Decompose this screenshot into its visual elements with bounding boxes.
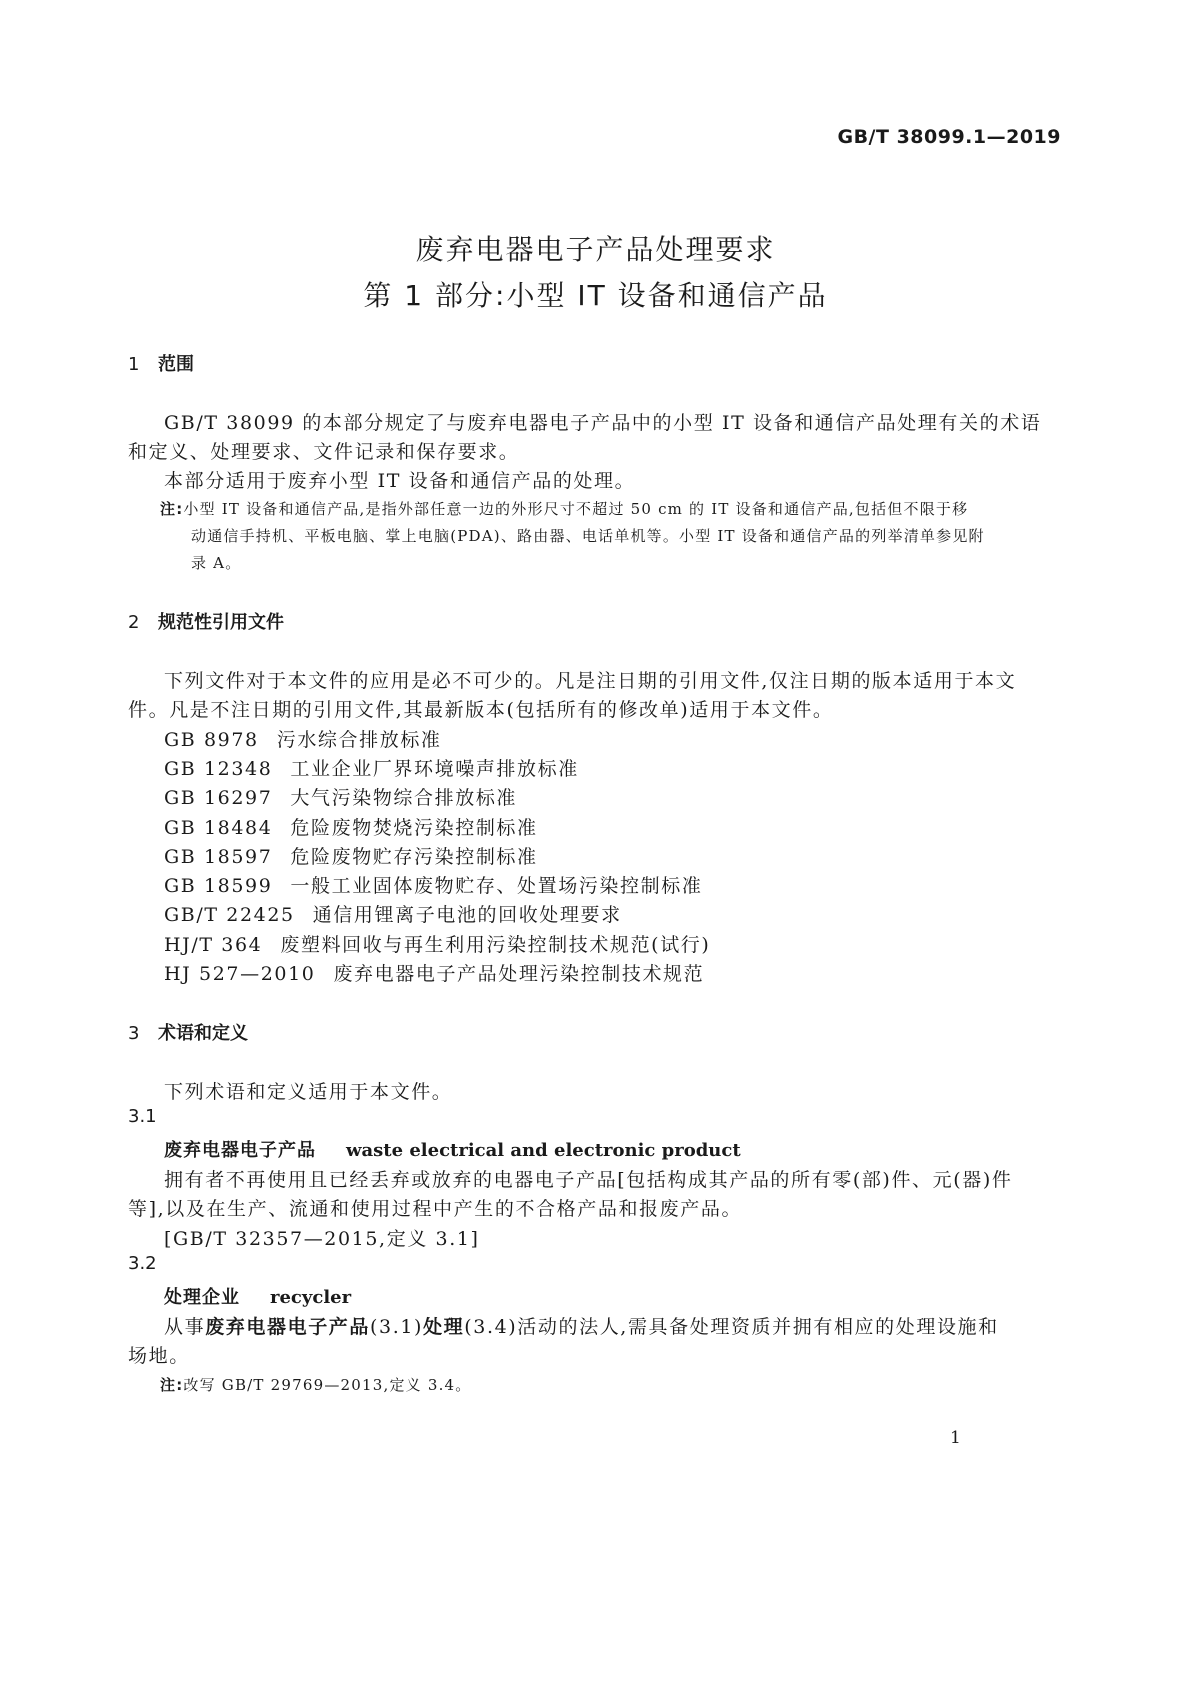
reference-code: HJ 527—2010 bbox=[164, 963, 316, 985]
reference-code: GB 16297 bbox=[164, 787, 273, 809]
cross-reference-number: (3.1) bbox=[370, 1316, 424, 1338]
reference-code: HJ/T 364 bbox=[164, 934, 263, 956]
section-1-heading bbox=[128, 350, 194, 376]
definition-text: 从事 bbox=[164, 1316, 206, 1338]
scope-applicability: 本部分适用于废弃小型 IT 设备和通信产品的处理。 bbox=[164, 470, 636, 492]
term-chinese: 废弃电器电子产品 bbox=[164, 1140, 316, 1161]
section-number: 2 bbox=[128, 612, 140, 633]
term-number: 3.2 bbox=[128, 1253, 157, 1274]
reference-title: 危险废物贮存污染控制标准 bbox=[290, 846, 538, 868]
reference-title: 工业企业厂界环境噪声排放标准 bbox=[290, 758, 579, 780]
reference-code: GB 18597 bbox=[164, 846, 273, 868]
reference-title: 一般工业固体废物贮存、处置场污染控制标准 bbox=[290, 875, 703, 897]
document-title-line1: 废弃电器电子产品处理要求 bbox=[415, 233, 776, 266]
references-intro-line1: 下列文件对于本文件的应用是必不可少的。凡是注日期的引用文件,仅注日期的版本适用于本文 bbox=[164, 670, 1017, 692]
term-definition-line2: 场地。 bbox=[128, 1345, 190, 1367]
reference-item bbox=[164, 842, 538, 869]
reference-title: 污水综合排放标准 bbox=[276, 729, 442, 751]
reference-title: 废塑料回收与再生利用污染控制技术规范(试行) bbox=[280, 934, 711, 956]
standard-number: GB/T 38099.1—2019 bbox=[837, 126, 1061, 148]
reference-code: GB 8978 bbox=[164, 729, 259, 751]
term-chinese: 处理企业 bbox=[164, 1287, 240, 1308]
reference-title: 大气污染物综合排放标准 bbox=[290, 787, 518, 809]
term-heading bbox=[164, 1283, 351, 1309]
reference-code: GB 12348 bbox=[164, 758, 273, 780]
reference-code: GB/T 22425 bbox=[164, 904, 295, 926]
term-heading bbox=[164, 1136, 741, 1162]
reference-item bbox=[164, 725, 442, 752]
reference-item bbox=[164, 754, 579, 781]
reference-title: 废弃电器电子产品处理污染控制技术规范 bbox=[333, 963, 705, 985]
section-3-heading bbox=[128, 1019, 248, 1045]
term-english: waste electrical and electronic product bbox=[346, 1140, 741, 1161]
references-intro-line2: 件。凡是不注日期的引用文件,其最新版本(包括所有的修改单)适用于本文件。 bbox=[128, 699, 834, 721]
reference-item bbox=[164, 930, 710, 957]
scope-paragraph-line1: GB/T 38099 的本部分规定了与废弃电器电子产品中的小型 IT 设备和通信产品处理有关的术语 bbox=[164, 412, 1042, 434]
reference-code: GB 18599 bbox=[164, 875, 273, 897]
reference-item bbox=[164, 783, 517, 810]
cross-reference-term: 废弃电器电子产品 bbox=[205, 1316, 371, 1338]
document-title-line2: 第 1 部分:小型 IT 设备和通信产品 bbox=[363, 279, 828, 312]
section-title: 范围 bbox=[158, 354, 194, 375]
scope-paragraph-line2: 和定义、处理要求、文件记录和保存要求。 bbox=[128, 441, 520, 463]
section-number: 3 bbox=[128, 1023, 140, 1044]
note-text: 改写 GB/T 29769—2013,定义 3.4。 bbox=[183, 1376, 472, 1394]
term-note bbox=[160, 1374, 472, 1395]
note-label: 注: bbox=[160, 500, 184, 518]
reference-item bbox=[164, 959, 704, 986]
definition-text: (3.4)活动的法人,需具备处理资质并拥有相应的处理设施和 bbox=[464, 1316, 999, 1338]
term-definition-line1: 拥有者不再使用且已经丢弃或放弃的电器电子产品[包括构成其产品的所有零(部)件、元(器)件 bbox=[164, 1169, 1013, 1191]
reference-item bbox=[164, 900, 622, 927]
cross-reference-term: 处理 bbox=[423, 1316, 465, 1338]
term-definition-line2: 等],以及在生产、流通和使用过程中产生的不合格产品和报废产品。 bbox=[128, 1198, 743, 1220]
page-number: 1 bbox=[950, 1428, 961, 1448]
scope-note-line3: 录 A。 bbox=[191, 554, 242, 572]
terms-intro: 下列术语和定义适用于本文件。 bbox=[164, 1081, 453, 1103]
term-number: 3.1 bbox=[128, 1106, 157, 1127]
reference-title: 通信用锂离子电池的回收处理要求 bbox=[312, 904, 622, 926]
reference-title: 危险废物焚烧污染控制标准 bbox=[290, 817, 538, 839]
note-label: 注: bbox=[160, 1376, 184, 1394]
section-2-heading bbox=[128, 608, 284, 634]
section-number: 1 bbox=[128, 354, 140, 375]
term-english: recycler bbox=[270, 1287, 352, 1308]
scope-note-line1 bbox=[160, 498, 968, 519]
note-text: 小型 IT 设备和通信产品,是指外部任意一边的外形尺寸不超过 50 cm 的 IT 设备和通信产品,包括但不限于移 bbox=[183, 500, 969, 518]
reference-code: GB 18484 bbox=[164, 817, 273, 839]
reference-item bbox=[164, 813, 538, 840]
term-definition-line1 bbox=[164, 1312, 999, 1339]
section-title: 术语和定义 bbox=[158, 1023, 248, 1044]
section-title: 规范性引用文件 bbox=[158, 612, 284, 633]
reference-item bbox=[164, 871, 702, 898]
term-source: [GB/T 32357—2015,定义 3.1] bbox=[164, 1228, 480, 1250]
scope-note-line2: 动通信手持机、平板电脑、掌上电脑(PDA)、路由器、电话单机等。小型 IT 设备和通信产品的列举清单参见附 bbox=[191, 527, 985, 545]
